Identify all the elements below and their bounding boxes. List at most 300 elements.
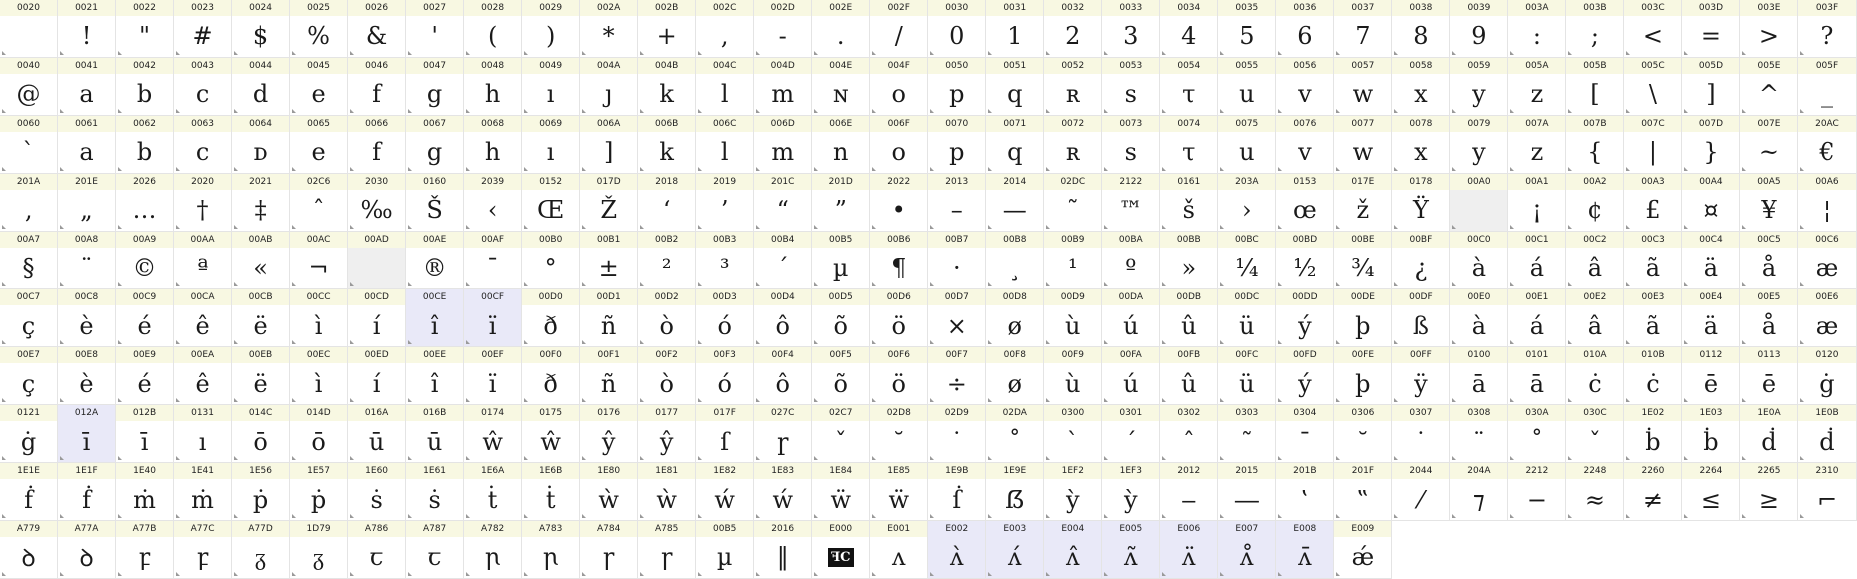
glyph-cell-0121[interactable] bbox=[0, 405, 58, 463]
glyph-cell-0174[interactable] bbox=[464, 405, 522, 463]
glyph-cell-1ef2[interactable] bbox=[1044, 463, 1102, 521]
glyph-cell-00c1[interactable] bbox=[1508, 232, 1566, 290]
glyph-cell-00a1[interactable] bbox=[1508, 174, 1566, 232]
glyph-cell-003c[interactable] bbox=[1624, 0, 1682, 58]
glyph-cell-0307[interactable] bbox=[1392, 405, 1450, 463]
glyph-cell-007c[interactable] bbox=[1624, 116, 1682, 174]
glyph-cell-002b[interactable] bbox=[638, 0, 696, 58]
glyph-cell-2030[interactable] bbox=[348, 174, 406, 232]
glyph-cell-0306[interactable] bbox=[1334, 405, 1392, 463]
glyph-cell-00f9[interactable] bbox=[1044, 347, 1102, 405]
glyph-cell-00cb[interactable] bbox=[232, 289, 290, 347]
glyph-cell-0020[interactable] bbox=[0, 0, 58, 58]
glyph-cell-00fd[interactable] bbox=[1276, 347, 1334, 405]
glyph-cell-0048[interactable] bbox=[464, 58, 522, 116]
glyph-cell-02c6[interactable] bbox=[290, 174, 348, 232]
glyph-cell-00fb[interactable] bbox=[1160, 347, 1218, 405]
glyph-cell-0112[interactable] bbox=[1682, 347, 1740, 405]
glyph-cell-00b0[interactable] bbox=[522, 232, 580, 290]
glyph-cell-00e8[interactable] bbox=[58, 347, 116, 405]
glyph-cell-2026[interactable] bbox=[116, 174, 174, 232]
glyph-cell-0059[interactable] bbox=[1450, 58, 1508, 116]
glyph-cell-00e9[interactable] bbox=[116, 347, 174, 405]
glyph-cell-e006[interactable] bbox=[1160, 521, 1218, 579]
glyph-cell-0056[interactable] bbox=[1276, 58, 1334, 116]
glyph-cell-004c[interactable] bbox=[696, 58, 754, 116]
glyph-cell-a784[interactable] bbox=[580, 521, 638, 579]
glyph-cell-1e81[interactable] bbox=[638, 463, 696, 521]
glyph-cell-0023[interactable] bbox=[174, 0, 232, 58]
glyph-cell-00f2[interactable] bbox=[638, 347, 696, 405]
glyph-cell-00f6[interactable] bbox=[870, 347, 928, 405]
glyph-cell-00ae[interactable] bbox=[406, 232, 464, 290]
glyph-cell-007b[interactable] bbox=[1566, 116, 1624, 174]
glyph-cell-00cc[interactable] bbox=[290, 289, 348, 347]
glyph-cell-00fe[interactable] bbox=[1334, 347, 1392, 405]
glyph-cell-201f[interactable] bbox=[1334, 463, 1392, 521]
glyph-cell-2044[interactable] bbox=[1392, 463, 1450, 521]
glyph-cell-2122[interactable] bbox=[1102, 174, 1160, 232]
glyph-cell-0101[interactable] bbox=[1508, 347, 1566, 405]
glyph-cell-1e84[interactable] bbox=[812, 463, 870, 521]
glyph-cell-0078[interactable] bbox=[1392, 116, 1450, 174]
glyph-cell-1e57[interactable] bbox=[290, 463, 348, 521]
glyph-cell-00ff[interactable] bbox=[1392, 347, 1450, 405]
glyph-cell-0042[interactable] bbox=[116, 58, 174, 116]
glyph-cell-0063[interactable] bbox=[174, 116, 232, 174]
glyph-cell-016b[interactable] bbox=[406, 405, 464, 463]
glyph-cell-1d79[interactable] bbox=[290, 521, 348, 579]
glyph-cell-0038[interactable] bbox=[1392, 0, 1450, 58]
glyph-cell-1e40[interactable] bbox=[116, 463, 174, 521]
glyph-cell-1e61[interactable] bbox=[406, 463, 464, 521]
glyph-cell-00e0[interactable] bbox=[1450, 289, 1508, 347]
glyph-cell-016a[interactable] bbox=[348, 405, 406, 463]
glyph-cell-1e02[interactable] bbox=[1624, 405, 1682, 463]
glyph-cell-e004[interactable] bbox=[1044, 521, 1102, 579]
glyph-cell-00d9[interactable] bbox=[1044, 289, 1102, 347]
glyph-cell-00ab[interactable] bbox=[232, 232, 290, 290]
glyph-cell-0039[interactable] bbox=[1450, 0, 1508, 58]
glyph-cell-00a5[interactable] bbox=[1740, 174, 1798, 232]
glyph-cell-a77a[interactable] bbox=[58, 521, 116, 579]
glyph-cell-2020[interactable] bbox=[174, 174, 232, 232]
glyph-cell-2265[interactable] bbox=[1740, 463, 1798, 521]
glyph-cell-00c2[interactable] bbox=[1566, 232, 1624, 290]
glyph-cell-006a[interactable] bbox=[580, 116, 638, 174]
glyph-cell-00b8[interactable] bbox=[986, 232, 1044, 290]
glyph-cell-204a[interactable] bbox=[1450, 463, 1508, 521]
glyph-cell-0176[interactable] bbox=[580, 405, 638, 463]
glyph-cell-0161[interactable] bbox=[1160, 174, 1218, 232]
glyph-cell-1e41[interactable] bbox=[174, 463, 232, 521]
glyph-cell-00ce[interactable] bbox=[406, 289, 464, 347]
glyph-cell-00f7[interactable] bbox=[928, 347, 986, 405]
glyph-cell-00d8[interactable] bbox=[986, 289, 1044, 347]
glyph-cell-00a3[interactable] bbox=[1624, 174, 1682, 232]
glyph-cell-a782[interactable] bbox=[464, 521, 522, 579]
glyph-cell-0030[interactable] bbox=[928, 0, 986, 58]
glyph-cell-00b5[interactable] bbox=[696, 521, 754, 579]
glyph-cell-00c4[interactable] bbox=[1682, 232, 1740, 290]
glyph-cell-00c5[interactable] bbox=[1740, 232, 1798, 290]
glyph-cell-2018[interactable] bbox=[638, 174, 696, 232]
glyph-cell-017e[interactable] bbox=[1334, 174, 1392, 232]
glyph-cell-00e7[interactable] bbox=[0, 347, 58, 405]
glyph-cell-0054[interactable] bbox=[1160, 58, 1218, 116]
glyph-cell-00b3[interactable] bbox=[696, 232, 754, 290]
glyph-cell-0303[interactable] bbox=[1218, 405, 1276, 463]
glyph-cell-00b6[interactable] bbox=[870, 232, 928, 290]
glyph-cell-0120[interactable] bbox=[1798, 347, 1856, 405]
glyph-cell-00ea[interactable] bbox=[174, 347, 232, 405]
glyph-cell-0050[interactable] bbox=[928, 58, 986, 116]
glyph-cell-030c[interactable] bbox=[1566, 405, 1624, 463]
glyph-cell-0058[interactable] bbox=[1392, 58, 1450, 116]
glyph-cell-00af[interactable] bbox=[464, 232, 522, 290]
glyph-cell-00e1[interactable] bbox=[1508, 289, 1566, 347]
glyph-cell-02d9[interactable] bbox=[928, 405, 986, 463]
glyph-cell-0175[interactable] bbox=[522, 405, 580, 463]
glyph-cell-003f[interactable] bbox=[1798, 0, 1856, 58]
glyph-cell-00b1[interactable] bbox=[580, 232, 638, 290]
glyph-cell-010a[interactable] bbox=[1566, 347, 1624, 405]
glyph-cell-00cd[interactable] bbox=[348, 289, 406, 347]
glyph-cell-00ef[interactable] bbox=[464, 347, 522, 405]
glyph-cell-00ec[interactable] bbox=[290, 347, 348, 405]
glyph-cell-00ac[interactable] bbox=[290, 232, 348, 290]
glyph-cell-00e2[interactable] bbox=[1566, 289, 1624, 347]
glyph-cell-201e[interactable] bbox=[58, 174, 116, 232]
glyph-cell-0027[interactable] bbox=[406, 0, 464, 58]
glyph-cell-0060[interactable] bbox=[0, 116, 58, 174]
glyph-cell-0047[interactable] bbox=[406, 58, 464, 116]
glyph-cell-00db[interactable] bbox=[1160, 289, 1218, 347]
glyph-cell-00ed[interactable] bbox=[348, 347, 406, 405]
glyph-cell-00a8[interactable] bbox=[58, 232, 116, 290]
glyph-cell-00f4[interactable] bbox=[754, 347, 812, 405]
glyph-cell-2039[interactable] bbox=[464, 174, 522, 232]
glyph-cell-0070[interactable] bbox=[928, 116, 986, 174]
glyph-cell-201a[interactable] bbox=[0, 174, 58, 232]
glyph-cell-0037[interactable] bbox=[1334, 0, 1392, 58]
glyph-cell-002a[interactable] bbox=[580, 0, 638, 58]
glyph-cell-201d[interactable] bbox=[812, 174, 870, 232]
glyph-cell-e002[interactable] bbox=[928, 521, 986, 579]
glyph-cell-006b[interactable] bbox=[638, 116, 696, 174]
glyph-cell-1e85[interactable] bbox=[870, 463, 928, 521]
glyph-cell-0302[interactable] bbox=[1160, 405, 1218, 463]
glyph-cell-017d[interactable] bbox=[580, 174, 638, 232]
glyph-cell-a779[interactable] bbox=[0, 521, 58, 579]
glyph-cell-006c[interactable] bbox=[696, 116, 754, 174]
glyph-cell-0113[interactable] bbox=[1740, 347, 1798, 405]
glyph-cell-1e56[interactable] bbox=[232, 463, 290, 521]
glyph-cell-00da[interactable] bbox=[1102, 289, 1160, 347]
glyph-cell-00c8[interactable] bbox=[58, 289, 116, 347]
glyph-cell-1e82[interactable] bbox=[696, 463, 754, 521]
glyph-cell-2019[interactable] bbox=[696, 174, 754, 232]
glyph-cell-010b[interactable] bbox=[1624, 347, 1682, 405]
glyph-cell-0034[interactable] bbox=[1160, 0, 1218, 58]
glyph-cell-00d6[interactable] bbox=[870, 289, 928, 347]
glyph-cell-00c3[interactable] bbox=[1624, 232, 1682, 290]
glyph-cell-00aa[interactable] bbox=[174, 232, 232, 290]
glyph-cell-0024[interactable] bbox=[232, 0, 290, 58]
glyph-cell-0051[interactable] bbox=[986, 58, 1044, 116]
glyph-cell-012a[interactable] bbox=[58, 405, 116, 463]
glyph-cell-006f[interactable] bbox=[870, 116, 928, 174]
glyph-cell-0022[interactable] bbox=[116, 0, 174, 58]
glyph-cell-0045[interactable] bbox=[290, 58, 348, 116]
glyph-cell-0067[interactable] bbox=[406, 116, 464, 174]
glyph-cell-004d[interactable] bbox=[754, 58, 812, 116]
glyph-cell-003a[interactable] bbox=[1508, 0, 1566, 58]
glyph-cell-0046[interactable] bbox=[348, 58, 406, 116]
glyph-cell-0075[interactable] bbox=[1218, 116, 1276, 174]
glyph-cell-02dc[interactable] bbox=[1044, 174, 1102, 232]
glyph-cell-00fa[interactable] bbox=[1102, 347, 1160, 405]
glyph-cell-00f0[interactable] bbox=[522, 347, 580, 405]
glyph-cell-0057[interactable] bbox=[1334, 58, 1392, 116]
glyph-cell-0055[interactable] bbox=[1218, 58, 1276, 116]
glyph-cell-2014[interactable] bbox=[986, 174, 1044, 232]
glyph-cell-00fc[interactable] bbox=[1218, 347, 1276, 405]
glyph-cell-0029[interactable] bbox=[522, 0, 580, 58]
glyph-cell-0061[interactable] bbox=[58, 116, 116, 174]
glyph-cell-0308[interactable] bbox=[1450, 405, 1508, 463]
glyph-cell-0131[interactable] bbox=[174, 405, 232, 463]
glyph-cell-1e03[interactable] bbox=[1682, 405, 1740, 463]
glyph-cell-1e0b[interactable] bbox=[1798, 405, 1856, 463]
glyph-cell-1e80[interactable] bbox=[580, 463, 638, 521]
glyph-cell-00df[interactable] bbox=[1392, 289, 1450, 347]
glyph-cell-00d5[interactable] bbox=[812, 289, 870, 347]
glyph-cell-00b9[interactable] bbox=[1044, 232, 1102, 290]
glyph-cell-004e[interactable] bbox=[812, 58, 870, 116]
glyph-cell-0036[interactable] bbox=[1276, 0, 1334, 58]
glyph-cell-014c[interactable] bbox=[232, 405, 290, 463]
glyph-cell-0077[interactable] bbox=[1334, 116, 1392, 174]
glyph-cell-e003[interactable] bbox=[986, 521, 1044, 579]
glyph-cell-00a6[interactable] bbox=[1798, 174, 1856, 232]
glyph-cell-002f[interactable] bbox=[870, 0, 928, 58]
glyph-cell-0041[interactable] bbox=[58, 58, 116, 116]
glyph-cell-a77d[interactable] bbox=[232, 521, 290, 579]
glyph-cell-0068[interactable] bbox=[464, 116, 522, 174]
glyph-cell-02da[interactable] bbox=[986, 405, 1044, 463]
glyph-cell-007a[interactable] bbox=[1508, 116, 1566, 174]
glyph-cell-1e1f[interactable] bbox=[58, 463, 116, 521]
glyph-cell-003d[interactable] bbox=[1682, 0, 1740, 58]
glyph-cell-2260[interactable] bbox=[1624, 463, 1682, 521]
glyph-cell-003e[interactable] bbox=[1740, 0, 1798, 58]
glyph-cell-1e60[interactable] bbox=[348, 463, 406, 521]
glyph-cell-017f[interactable] bbox=[696, 405, 754, 463]
glyph-cell-007d[interactable] bbox=[1682, 116, 1740, 174]
glyph-cell-00cf[interactable] bbox=[464, 289, 522, 347]
glyph-cell-00ca[interactable] bbox=[174, 289, 232, 347]
glyph-cell-0301[interactable] bbox=[1102, 405, 1160, 463]
glyph-cell-00ba[interactable] bbox=[1102, 232, 1160, 290]
glyph-cell-00e4[interactable] bbox=[1682, 289, 1740, 347]
glyph-cell-0025[interactable] bbox=[290, 0, 348, 58]
glyph-cell-00d7[interactable] bbox=[928, 289, 986, 347]
glyph-cell-e001[interactable] bbox=[870, 521, 928, 579]
glyph-cell-00bf[interactable] bbox=[1392, 232, 1450, 290]
glyph-cell-a783[interactable] bbox=[522, 521, 580, 579]
glyph-cell-00b7[interactable] bbox=[928, 232, 986, 290]
glyph-cell-0079[interactable] bbox=[1450, 116, 1508, 174]
glyph-cell-002c[interactable] bbox=[696, 0, 754, 58]
glyph-cell-00f5[interactable] bbox=[812, 347, 870, 405]
glyph-cell-00a9[interactable] bbox=[116, 232, 174, 290]
glyph-cell-0049[interactable] bbox=[522, 58, 580, 116]
glyph-cell-e007[interactable] bbox=[1218, 521, 1276, 579]
glyph-cell-00ee[interactable] bbox=[406, 347, 464, 405]
glyph-cell-00be[interactable] bbox=[1334, 232, 1392, 290]
glyph-cell-203a[interactable] bbox=[1218, 174, 1276, 232]
glyph-cell-0073[interactable] bbox=[1102, 116, 1160, 174]
glyph-cell-0064[interactable] bbox=[232, 116, 290, 174]
glyph-cell-0044[interactable] bbox=[232, 58, 290, 116]
glyph-cell-005d[interactable] bbox=[1682, 58, 1740, 116]
glyph-cell-2248[interactable] bbox=[1566, 463, 1624, 521]
glyph-cell-0152[interactable] bbox=[522, 174, 580, 232]
glyph-cell-2022[interactable] bbox=[870, 174, 928, 232]
glyph-cell-a786[interactable] bbox=[348, 521, 406, 579]
glyph-cell-00b4[interactable] bbox=[754, 232, 812, 290]
glyph-cell-e009[interactable] bbox=[1334, 521, 1392, 579]
glyph-cell-0066[interactable] bbox=[348, 116, 406, 174]
glyph-cell-0033[interactable] bbox=[1102, 0, 1160, 58]
glyph-cell-005e[interactable] bbox=[1740, 58, 1798, 116]
glyph-cell-00e5[interactable] bbox=[1740, 289, 1798, 347]
glyph-cell-00c9[interactable] bbox=[116, 289, 174, 347]
glyph-cell-005a[interactable] bbox=[1508, 58, 1566, 116]
glyph-cell-a77b[interactable] bbox=[116, 521, 174, 579]
glyph-cell-0304[interactable] bbox=[1276, 405, 1334, 463]
glyph-cell-1e9e[interactable] bbox=[986, 463, 1044, 521]
glyph-cell-00d2[interactable] bbox=[638, 289, 696, 347]
glyph-cell-00eb[interactable] bbox=[232, 347, 290, 405]
glyph-cell-005b[interactable] bbox=[1566, 58, 1624, 116]
glyph-cell-00e3[interactable] bbox=[1624, 289, 1682, 347]
glyph-cell-004f[interactable] bbox=[870, 58, 928, 116]
glyph-cell-0074[interactable] bbox=[1160, 116, 1218, 174]
glyph-cell-00bb[interactable] bbox=[1160, 232, 1218, 290]
glyph-cell-0300[interactable] bbox=[1044, 405, 1102, 463]
glyph-cell-002d[interactable] bbox=[754, 0, 812, 58]
glyph-cell-2264[interactable] bbox=[1682, 463, 1740, 521]
glyph-cell-00d0[interactable] bbox=[522, 289, 580, 347]
glyph-cell-0177[interactable] bbox=[638, 405, 696, 463]
glyph-cell-00d1[interactable] bbox=[580, 289, 638, 347]
glyph-cell-005f[interactable] bbox=[1798, 58, 1856, 116]
glyph-cell-007e[interactable] bbox=[1740, 116, 1798, 174]
glyph-cell-a785[interactable] bbox=[638, 521, 696, 579]
glyph-cell-00a7[interactable] bbox=[0, 232, 58, 290]
glyph-cell-00de[interactable] bbox=[1334, 289, 1392, 347]
glyph-cell-0071[interactable] bbox=[986, 116, 1044, 174]
glyph-cell-0076[interactable] bbox=[1276, 116, 1334, 174]
glyph-cell-0043[interactable] bbox=[174, 58, 232, 116]
glyph-cell-0028[interactable] bbox=[464, 0, 522, 58]
glyph-cell-0053[interactable] bbox=[1102, 58, 1160, 116]
glyph-cell-2212[interactable] bbox=[1508, 463, 1566, 521]
glyph-cell-2310[interactable] bbox=[1798, 463, 1856, 521]
glyph-cell-030a[interactable] bbox=[1508, 405, 1566, 463]
glyph-cell-0160[interactable] bbox=[406, 174, 464, 232]
glyph-cell-1e6b[interactable] bbox=[522, 463, 580, 521]
glyph-cell-00a0[interactable] bbox=[1450, 174, 1508, 232]
glyph-cell-0040[interactable] bbox=[0, 58, 58, 116]
glyph-cell-004a[interactable] bbox=[580, 58, 638, 116]
glyph-cell-012b[interactable] bbox=[116, 405, 174, 463]
glyph-cell-00b5[interactable] bbox=[812, 232, 870, 290]
glyph-cell-00d3[interactable] bbox=[696, 289, 754, 347]
glyph-cell-00ad[interactable] bbox=[348, 232, 406, 290]
glyph-cell-2012[interactable] bbox=[1160, 463, 1218, 521]
glyph-cell-00b2[interactable] bbox=[638, 232, 696, 290]
glyph-cell-0100[interactable] bbox=[1450, 347, 1508, 405]
glyph-cell-00bc[interactable] bbox=[1218, 232, 1276, 290]
glyph-cell-0052[interactable] bbox=[1044, 58, 1102, 116]
glyph-cell-0178[interactable] bbox=[1392, 174, 1450, 232]
glyph-cell-004b[interactable] bbox=[638, 58, 696, 116]
glyph-cell-0021[interactable] bbox=[58, 0, 116, 58]
glyph-cell-00f8[interactable] bbox=[986, 347, 1044, 405]
glyph-cell-00c0[interactable] bbox=[1450, 232, 1508, 290]
glyph-cell-0035[interactable] bbox=[1218, 0, 1276, 58]
glyph-cell-2015[interactable] bbox=[1218, 463, 1276, 521]
glyph-cell-0062[interactable] bbox=[116, 116, 174, 174]
glyph-cell-006d[interactable] bbox=[754, 116, 812, 174]
glyph-cell-201b[interactable] bbox=[1276, 463, 1334, 521]
glyph-cell-0031[interactable] bbox=[986, 0, 1044, 58]
glyph-cell-20ac[interactable] bbox=[1798, 116, 1856, 174]
glyph-cell-2021[interactable] bbox=[232, 174, 290, 232]
glyph-cell-027c[interactable] bbox=[754, 405, 812, 463]
glyph-cell-0026[interactable] bbox=[348, 0, 406, 58]
glyph-cell-0153[interactable] bbox=[1276, 174, 1334, 232]
glyph-cell-1e9b[interactable] bbox=[928, 463, 986, 521]
glyph-cell-00dd[interactable] bbox=[1276, 289, 1334, 347]
glyph-cell-00c7[interactable] bbox=[0, 289, 58, 347]
glyph-cell-1e6a[interactable] bbox=[464, 463, 522, 521]
glyph-cell-0072[interactable] bbox=[1044, 116, 1102, 174]
glyph-cell-2016[interactable] bbox=[754, 521, 812, 579]
glyph-cell-02c7[interactable] bbox=[812, 405, 870, 463]
glyph-cell-0069[interactable] bbox=[522, 116, 580, 174]
glyph-cell-00c6[interactable] bbox=[1798, 232, 1856, 290]
glyph-cell-00f1[interactable] bbox=[580, 347, 638, 405]
glyph-cell-00d4[interactable] bbox=[754, 289, 812, 347]
glyph-cell-00a2[interactable] bbox=[1566, 174, 1624, 232]
glyph-cell-00e6[interactable] bbox=[1798, 289, 1856, 347]
glyph-cell-0065[interactable] bbox=[290, 116, 348, 174]
glyph-cell-a787[interactable] bbox=[406, 521, 464, 579]
glyph-cell-00bd[interactable] bbox=[1276, 232, 1334, 290]
glyph-cell-005c[interactable] bbox=[1624, 58, 1682, 116]
glyph-cell-201c[interactable] bbox=[754, 174, 812, 232]
glyph-cell-1e0a[interactable] bbox=[1740, 405, 1798, 463]
glyph-cell-2013[interactable] bbox=[928, 174, 986, 232]
glyph-cell-e005[interactable] bbox=[1102, 521, 1160, 579]
glyph-cell-1e1e[interactable] bbox=[0, 463, 58, 521]
glyph-cell-002e[interactable] bbox=[812, 0, 870, 58]
glyph-cell-1e83[interactable] bbox=[754, 463, 812, 521]
